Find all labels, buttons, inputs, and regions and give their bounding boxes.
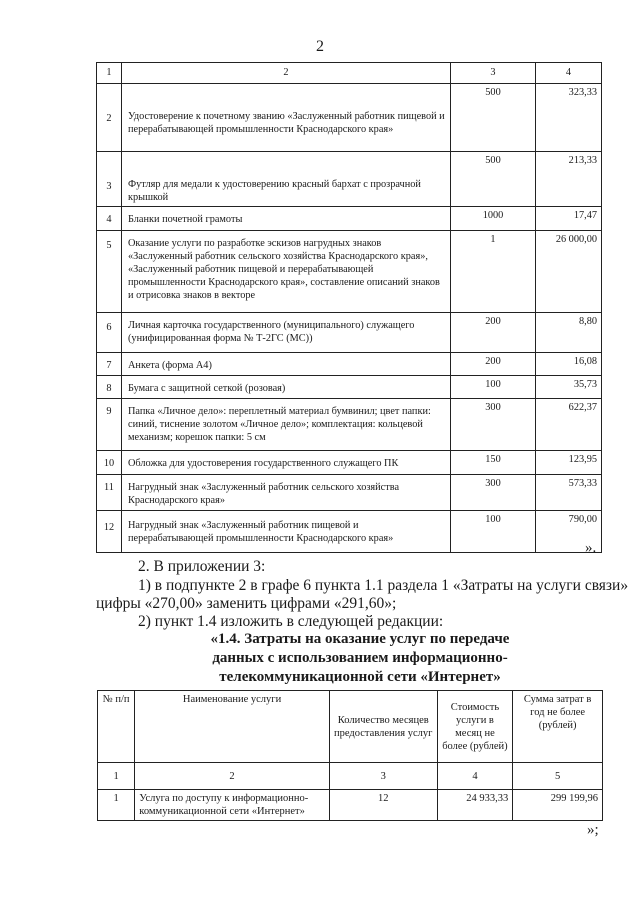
row-number: 1 (98, 790, 135, 821)
row-price: 323,33 (536, 84, 602, 152)
header-col-4: 4 (536, 63, 602, 84)
row-monthly-cost: 24 933,33 (437, 790, 513, 821)
row-quantity: 150 (451, 451, 536, 475)
row-number: 8 (97, 376, 122, 399)
row-quantity: 1 (451, 231, 536, 313)
header-annual-sum: Сумма затрат в год не более (рублей) (513, 691, 603, 763)
table-row (97, 451, 602, 475)
row-price: 573,33 (536, 475, 602, 511)
header-months: Количество месяцев предоставления услуг (329, 691, 437, 763)
row-price: 16,08 (536, 353, 602, 376)
header-number: № п/п (98, 691, 135, 763)
row-name: Нагрудный знак «Заслуженный работник пищевой и перерабатывающей промышленности Краснодарского края» (122, 511, 451, 553)
table-row (97, 84, 602, 152)
header-col-1: 1 (97, 63, 122, 84)
row-number: 9 (97, 399, 122, 451)
table-row (97, 313, 602, 353)
amendment-line-4: 2) пункт 1.4 изложить в следующей редакции: (138, 613, 444, 630)
row-number: 4 (97, 207, 122, 231)
row-number: 7 (97, 353, 122, 376)
row-quantity: 1000 (451, 207, 536, 231)
header-col-3: 3 (451, 63, 536, 84)
closing-quote: »; (587, 822, 599, 838)
table-row (97, 511, 602, 553)
row-quantity: 100 (451, 376, 536, 399)
row-quantity: 500 (451, 152, 536, 207)
table-row (97, 231, 602, 313)
row-quantity: 300 (451, 399, 536, 451)
row-name: Обложка для удостоверения государственного служащего ПК (122, 451, 451, 475)
row-number: 5 (97, 231, 122, 313)
index-cell: 2 (135, 763, 330, 790)
header-monthly-cost: Стоимость услуги в месяц не более (рублей) (437, 691, 513, 763)
table-index-row (98, 763, 603, 790)
row-quantity: 500 (451, 84, 536, 152)
row-quantity: 300 (451, 475, 536, 511)
row-price: 8,80 (536, 313, 602, 353)
closing-quote: ». (585, 540, 597, 556)
row-number: 12 (97, 511, 122, 553)
row-number: 11 (97, 475, 122, 511)
row-name: Футляр для медали к удостоверению красный бархат с прозрачной крышкой (122, 152, 451, 207)
header-col-2: 2 (122, 63, 451, 84)
section-heading-line-2: данных с использованием информационно- (212, 650, 508, 666)
row-name: Личная карточка государственного (муниципального) служащего (унифицированная форма № Т-2ГС (МС)) (122, 313, 451, 353)
row-quantity: 200 (451, 353, 536, 376)
table-row (97, 475, 602, 511)
row-price: 17,47 (536, 207, 602, 231)
row-number: 2 (97, 84, 122, 152)
row-number: 3 (97, 152, 122, 207)
table-header-row (98, 691, 603, 763)
row-months: 12 (329, 790, 437, 821)
items-table (96, 62, 602, 553)
table-row (97, 376, 602, 399)
row-name: Бланки почетной грамоты (122, 207, 451, 231)
section-heading-line-3: телекоммуникационной сети «Интернет» (219, 669, 501, 685)
row-service-name: Услуга по доступу к информационно-коммуникационной сети «Интернет» (135, 790, 330, 821)
page-number: 2 (316, 38, 324, 55)
row-price: 26 000,00 (536, 231, 602, 313)
index-cell: 1 (98, 763, 135, 790)
row-number: 6 (97, 313, 122, 353)
section-heading-line-1: «1.4. Затраты на оказание услуг по передаче (210, 631, 510, 647)
table-header-row (97, 63, 602, 84)
table-row (97, 207, 602, 231)
row-annual-sum: 299 199,96 (513, 790, 603, 821)
row-price: 35,73 (536, 376, 602, 399)
amendment-line-1: 2. В приложении 3: (138, 558, 266, 575)
amendment-line-3: цифры «270,00» заменить цифрами «291,60»; (96, 595, 397, 612)
internet-services-table (97, 690, 603, 821)
amendment-line-2: 1) в подпункте 2 в графе 6 пункта 1.1 раздела 1 «Затраты на услуги связи» (138, 577, 629, 594)
row-price: 213,33 (536, 152, 602, 207)
index-cell: 4 (437, 763, 513, 790)
row-price: 622,37 (536, 399, 602, 451)
row-name: Папка «Личное дело»: переплетный материал бумвинил; цвет папки: синий, тиснение золотом «Личное дело»; комплектация: кольцевой механизм; корешок папки: 5 см (122, 399, 451, 451)
row-number: 10 (97, 451, 122, 475)
table-row (97, 353, 602, 376)
row-name: Бумага с защитной сеткой (розовая) (122, 376, 451, 399)
index-cell: 5 (513, 763, 603, 790)
index-cell: 3 (329, 763, 437, 790)
row-price: 790,00 (536, 511, 602, 553)
row-price: 123,95 (536, 451, 602, 475)
row-name: Удостоверение к почетному званию «Заслуженный работник пищевой и перерабатывающей промышленности Краснодарского края» (122, 84, 451, 152)
table-row (97, 152, 602, 207)
row-name: Анкета (форма А4) (122, 353, 451, 376)
header-service-name: Наименование услуги (135, 691, 330, 763)
row-quantity: 100 (451, 511, 536, 553)
row-name: Нагрудный знак «Заслуженный работник сельского хозяйства Краснодарского края» (122, 475, 451, 511)
table-row (98, 790, 603, 821)
row-name: Оказание услуги по разработке эскизов нагрудных знаков «Заслуженный работник сельского хозяйства Краснодарского края», «Заслуженный работник пищевой и перерабатывающей промышленности Краснодарского края», составление описаний знаков и отрисовка знаков в векторе (122, 231, 451, 313)
table-row (97, 399, 602, 451)
row-quantity: 200 (451, 313, 536, 353)
